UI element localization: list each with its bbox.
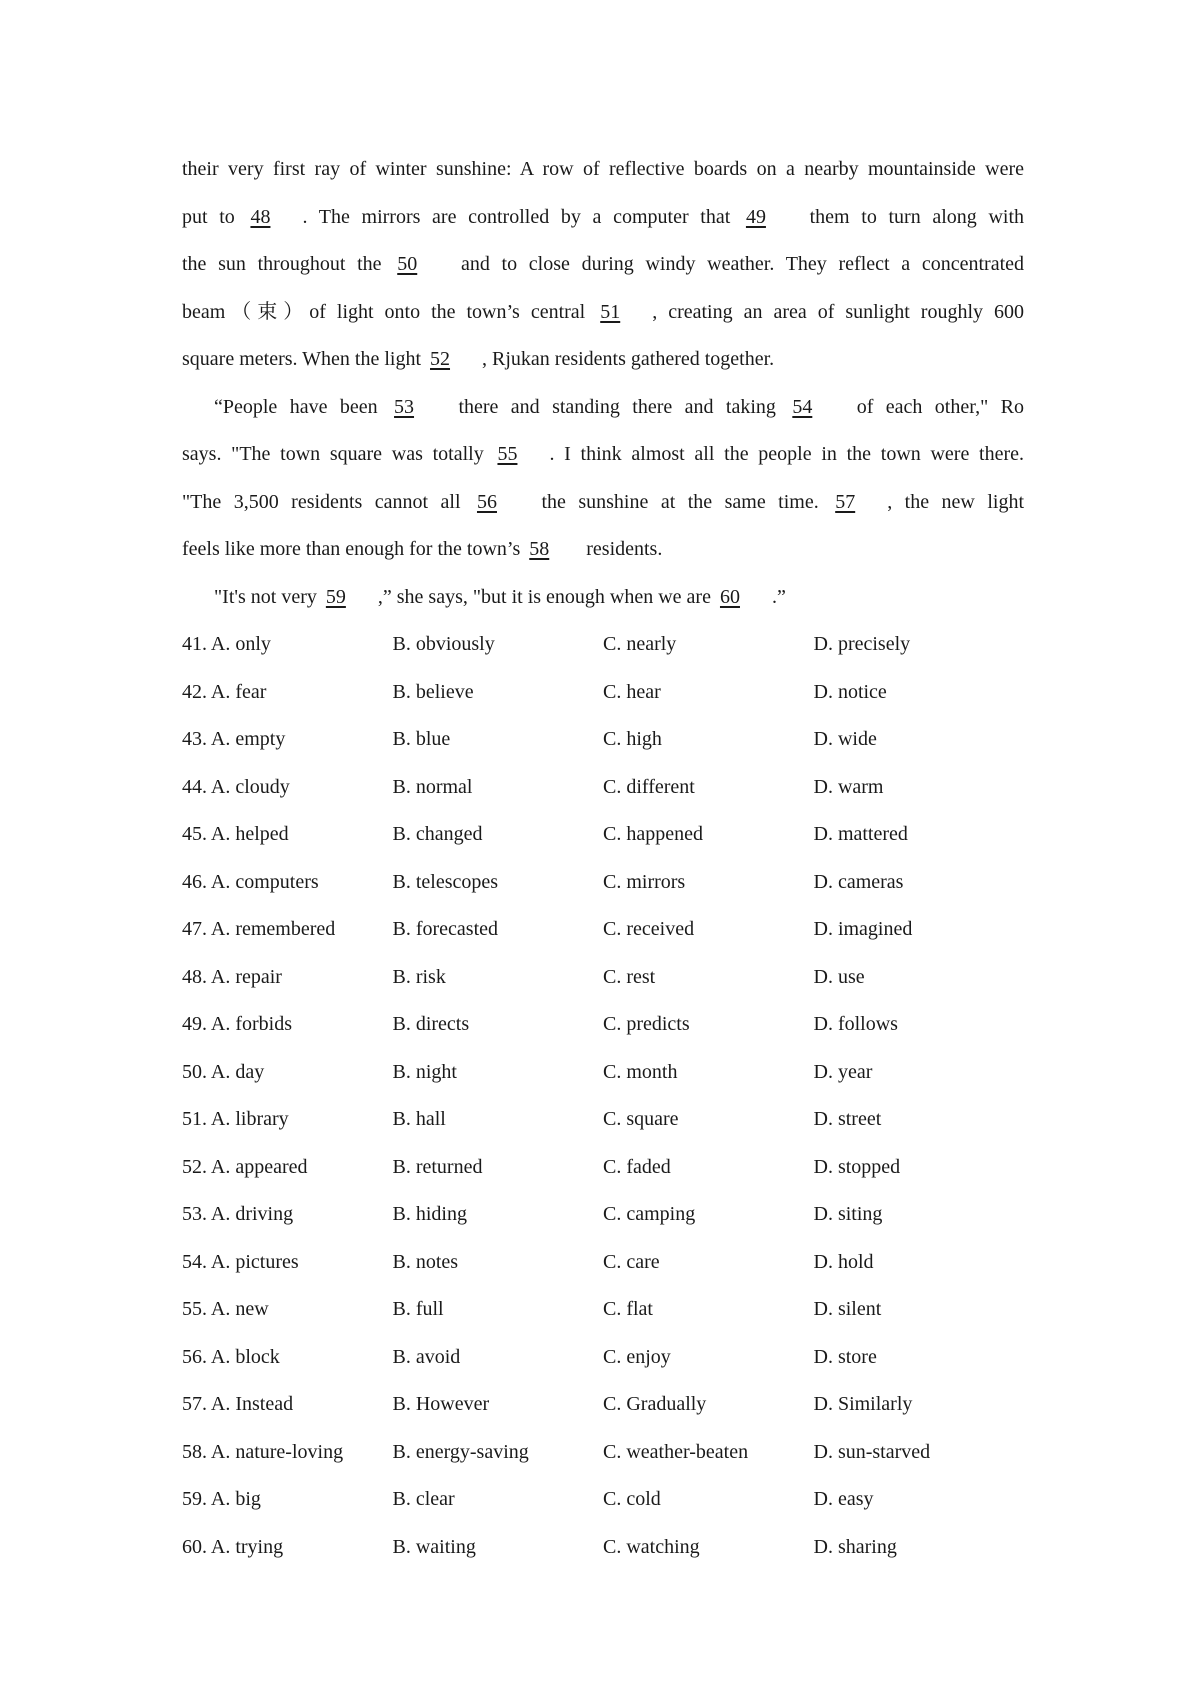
option-c: C. predicts [603,1013,690,1035]
option-a: 42. A. fear [182,680,267,703]
option-b: B. waiting [392,1535,476,1558]
option-a: 56. A. block [182,1345,280,1368]
question-row [182,811,1024,859]
blank-55: 55 [497,443,518,465]
option-b: B. believe [392,680,474,703]
option-c: C. watching [603,1535,700,1558]
option-c: C. nearly [603,633,677,655]
option-b: B. risk [392,965,446,988]
option-d: D. easy [813,1488,874,1510]
option-d: D. cameras [813,870,904,893]
option-d: D. silent [813,1298,882,1320]
question-row [182,859,1024,907]
question-row [182,1049,1024,1097]
option-a: 48. A. repair [182,965,282,988]
option-d: D. stopped [813,1155,901,1178]
text-line: the sun throughout the 50 and to close during windy weather. They reflect a concentrated [182,241,1024,289]
option-a: 59. A. big [182,1488,261,1510]
option-b: B. directs [392,1013,470,1035]
question-options [182,621,1024,1571]
option-b: B. However [392,1393,490,1415]
option-c: C. rest [603,965,656,988]
blank-52: 52 [430,348,451,370]
option-d: D. siting [813,1203,883,1225]
option-a: 60. A. trying [182,1535,284,1558]
option-c: C. Gradually [603,1393,707,1415]
blank-59: 59 [325,585,346,608]
option-b: B. hiding [392,1203,467,1225]
question-row [182,1191,1024,1239]
option-c: C. cold [603,1488,661,1510]
text-line: their very first ray of winter sunshine: A row of reflective boards on a nearby mountainside were [182,158,1024,180]
option-d: D. follows [813,1013,898,1035]
option-b: B. clear [392,1488,455,1510]
option-b: B. normal [392,775,473,798]
blank-54: 54 [792,395,813,418]
question-row [182,1001,1024,1049]
option-c: C. flat [603,1298,653,1320]
passage-paragraph-1 [182,146,1024,384]
option-b: B. notes [392,1250,459,1273]
option-a: 54. A. pictures [182,1250,299,1273]
option-c: C. different [603,775,695,798]
option-d: D. notice [813,680,887,703]
text-line: feels like more than enough for the town’s 58 residents. [182,526,1024,574]
option-b: B. changed [392,823,483,845]
option-c: C. month [603,1060,678,1083]
option-d: D. sharing [813,1535,897,1558]
option-a: 52. A. appeared [182,1155,308,1178]
option-a: 51. A. library [182,1108,289,1130]
option-c: C. high [603,728,662,750]
option-a: 58. A. nature-loving [182,1440,344,1463]
option-d: D. year [813,1060,873,1083]
blank-56: 56 [476,490,497,513]
option-b: B. obviously [392,633,495,655]
question-row [182,906,1024,954]
option-c: C. weather-beaten [603,1440,749,1463]
passage-paragraph-2 [182,384,1024,574]
option-b: B. avoid [392,1345,461,1368]
question-row [182,1334,1024,1382]
option-c: C. faded [603,1155,671,1178]
option-a: 47. A. remembered [182,918,336,940]
question-row [182,954,1024,1002]
option-c: C. mirrors [603,870,686,893]
question-row [182,621,1024,669]
exam-page [182,146,1024,1571]
option-d: D. warm [813,775,884,798]
text-line: put to 48 . The mirrors are controlled by a computer that 49 them to turn along with [182,194,1024,242]
option-d: D. street [813,1108,882,1130]
question-row [182,1476,1024,1524]
option-c: C. square [603,1108,679,1130]
question-row [182,1286,1024,1334]
option-b: B. energy-saving [392,1440,529,1463]
option-a: 43. A. empty [182,728,286,750]
option-d: D. Similarly [813,1393,913,1415]
question-row [182,1239,1024,1287]
question-row [182,1381,1024,1429]
blank-51: 51 [600,300,621,323]
option-a: 57. A. Instead [182,1393,294,1415]
option-b: B. returned [392,1155,483,1178]
option-c: C. camping [603,1203,696,1225]
text-line: beam（束）of light onto the town’s central 51 , creating an area of sunlight roughly 600 [182,289,1024,337]
option-a: 53. A. driving [182,1203,294,1225]
option-c: C. received [603,918,695,940]
option-d: D. sun-starved [813,1440,931,1463]
question-row [182,1524,1024,1572]
option-c: C. hear [603,680,661,703]
option-d: D. hold [813,1250,874,1273]
blank-49: 49 [745,205,766,228]
blank-53: 53 [394,395,415,418]
text-line: square meters. When the light 52 , Rjukan residents gathered together. [182,336,1024,384]
blank-48: 48 [250,205,271,228]
option-b: B. telescopes [392,870,499,893]
option-a: 55. A. new [182,1298,269,1320]
blank-50: 50 [397,253,418,275]
option-a: 50. A. day [182,1060,265,1083]
question-row [182,1144,1024,1192]
option-d: D. use [813,965,865,988]
option-a: 49. A. forbids [182,1013,292,1035]
passage-paragraph-3 [182,574,1024,622]
option-c: C. happened [603,823,703,845]
option-b: B. forecasted [392,918,499,940]
text-line: says. "The town square was totally 55 . I think almost all the people in the town were there. [182,431,1024,479]
text-line: "It's not very 59 ,” she says, "but it is enough when we are 60 .” [182,574,1024,622]
option-a: 41. A. only [182,633,271,655]
option-a: 46. A. computers [182,870,319,893]
question-row [182,764,1024,812]
option-d: D. imagined [813,918,913,940]
question-row [182,1096,1024,1144]
text-line: “People have been 53 there and standing there and taking 54 of each other," Ro [182,384,1024,432]
option-b: B. blue [392,728,451,750]
blank-57: 57 [835,490,856,513]
option-d: D. wide [813,728,877,750]
option-a: 44. A. cloudy [182,775,290,798]
option-a: 45. A. helped [182,823,289,845]
option-d: D. mattered [813,823,908,845]
blank-58: 58 [529,538,550,560]
option-b: B. night [392,1060,457,1083]
blank-60: 60 [719,585,740,608]
question-row [182,669,1024,717]
question-row [182,1429,1024,1477]
question-row [182,716,1024,764]
option-d: D. precisely [813,633,911,655]
option-b: B. full [392,1298,444,1320]
option-d: D. store [813,1345,877,1368]
option-c: C. enjoy [603,1345,671,1368]
text-line: "The 3,500 residents cannot all 56 the sunshine at the same time. 57 , the new light [182,479,1024,527]
option-c: C. care [603,1250,660,1273]
option-b: B. hall [392,1108,446,1130]
